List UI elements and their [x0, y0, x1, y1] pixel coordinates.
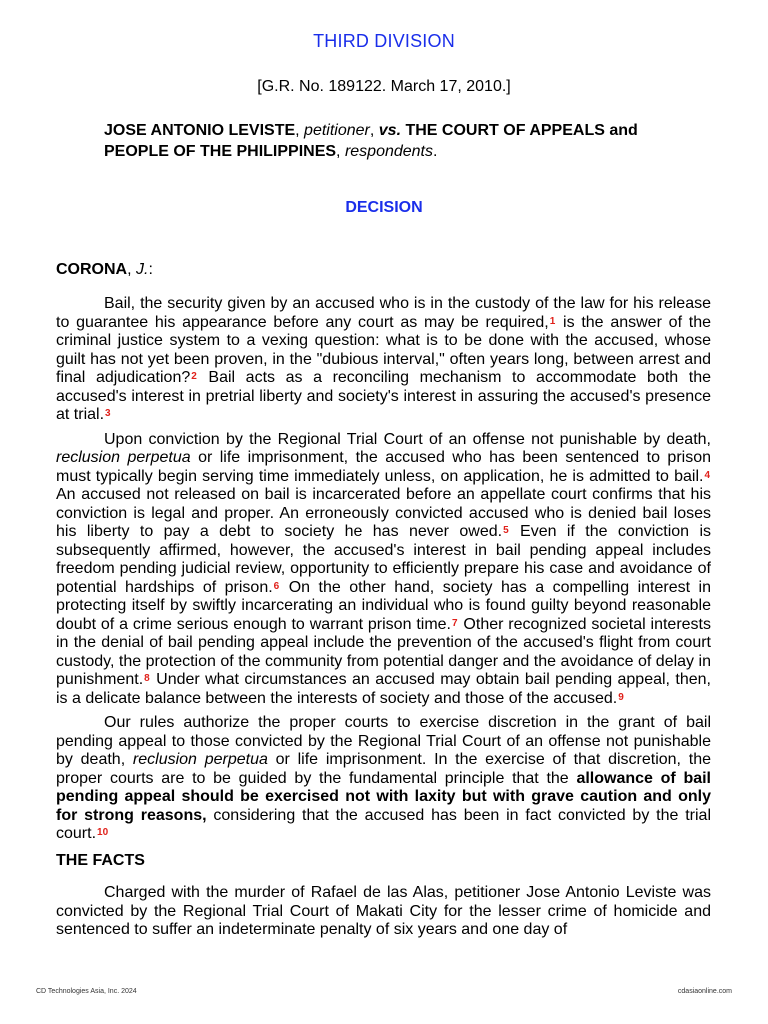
ponente: CORONA, J.: [56, 261, 153, 278]
division-heading: THIRD DIVISION [313, 31, 455, 51]
footer-site: cdasiaonline.com [677, 988, 732, 995]
respondent-name-2: PEOPLE OF THE PHILIPPINES [104, 143, 337, 160]
paragraph-1 [56, 295, 711, 425]
footer-copyright: CD Technologies Asia, Inc. 2024 [36, 988, 137, 995]
footnote-link[interactable]: 1 [549, 315, 556, 327]
text-run: is the answer of the criminal justice system to a vexing question: what is to be done with the accused, whose guilt has not yet been proven, in the "dubious interval," often years long, between arrest and final adjudication? [56, 313, 712, 386]
text-run: considering that the accused has been in fact convicted by the trial court. [56, 806, 712, 842]
text-run: Our rules authorize the proper courts to exercise discretion in the grant of bail pending appeal to those convicted by the Regional Trial Court of an offense not punishable by death, [56, 714, 711, 768]
footnote-link[interactable]: 8 [144, 673, 150, 684]
text-run: On the other hand, society has a compelling interest in protecting itself by swiftly incarcerating an individual who is found guilty beyond reasonable doubt of a crime serious enough to warrant prison time. [56, 578, 711, 633]
footnote-link[interactable]: 6 [273, 580, 280, 592]
versus: vs. [378, 122, 402, 139]
text-run: Bail acts as a reconciling mechanism to accommodate both the accused's interest in pretrial liberty and society's interest in assuring the accused's presence at trial. [56, 369, 712, 423]
paragraph-2 [56, 431, 711, 709]
decision-body [56, 295, 711, 946]
ponente-title: J. [136, 261, 149, 278]
footnote-link[interactable]: 10 [97, 827, 109, 838]
text-run: An accused not released on bail is incarcerated before an appellate court confirms that his conviction is legal and proper. An erroneously convicted accused who is denied bail loses his liberty to pay a debt to society he has never owed. [56, 486, 711, 540]
text-run: Other recognized societal interests in the denial of bail pending appeal include the prevention of the accused's flight from court custody, the protection of the community from potential danger and the avoidance of delay in punishment. [56, 615, 712, 688]
paragraph-4 [56, 884, 711, 940]
footnote-link[interactable]: 7 [452, 617, 458, 629]
text-run: or life imprisonment. In the exercise of that discretion, the proper courts are to be guided by the fundamental principle that the [56, 751, 712, 787]
petitioner-name: JOSE ANTONIO LEVISTE [104, 122, 296, 139]
section-heading-facts: THE FACTS [56, 851, 145, 869]
decision-title: DECISION [345, 199, 423, 216]
text-run: Even if the conviction is subsequently affirmed, however, the accused's interest in bail pending appeal includes freedom pending judicial review, opportunity to efficiently prepare his case and avoidance of potential hardships of prison. [56, 523, 711, 596]
footnote-link[interactable]: 2 [191, 371, 197, 382]
footnote-link[interactable]: 9 [618, 691, 624, 703]
paragraph-3 [56, 714, 711, 844]
case-number: [G.R. No. 189122. March 17, 2010.] [257, 78, 511, 95]
text-run: Bail, the security given by an accused who is in the custody of the law for his release to guarantee his appearance before any court as may be required, [56, 295, 711, 331]
footnote-link[interactable]: 4 [704, 469, 710, 481]
petitioner-role: petitioner [304, 122, 370, 139]
text-run: Charged with the murder of Rafael de las Alas, petitioner Jose Antonio Leviste was convicted by the Regional Trial Court of Makati City for the lesser crime of homicide and sentenced to suffer an indeterminate penalty of six years and one day of [56, 884, 711, 938]
text-run: Upon conviction by the Regional Trial Court of an offense not punishable by death, [104, 430, 711, 448]
case-parties: JOSE ANTONIO LEVISTE, petitioner, vs. THE COURT OF APPEALS and PEOPLE OF THE PHILIPPINES, respondents. [104, 122, 638, 160]
bold-emphasis: allowance of bail pending appeal should be exercised not with laxity but with grave caution and only for strong reasons, [56, 769, 712, 824]
italic-term: reclusion perpetua [132, 751, 268, 768]
text-run: or life imprisonment, the accused who has been sentenced to prison must typically begin serving time immediately unless, on application, he is admitted to bail. [56, 449, 712, 485]
footnote-link[interactable]: 5 [503, 525, 509, 536]
respondent-role: respondents [344, 143, 433, 160]
text-run: Under what circumstances an accused may obtain bail pending appeal, then, is a delicate balance between the interests of society and those of the accused. [56, 671, 711, 707]
italic-term: reclusion perpetua [56, 449, 191, 466]
footnote-link[interactable]: 3 [105, 408, 111, 419]
ponente-name: CORONA [56, 261, 128, 278]
respondent-name-1: THE COURT OF APPEALS and [405, 122, 638, 139]
